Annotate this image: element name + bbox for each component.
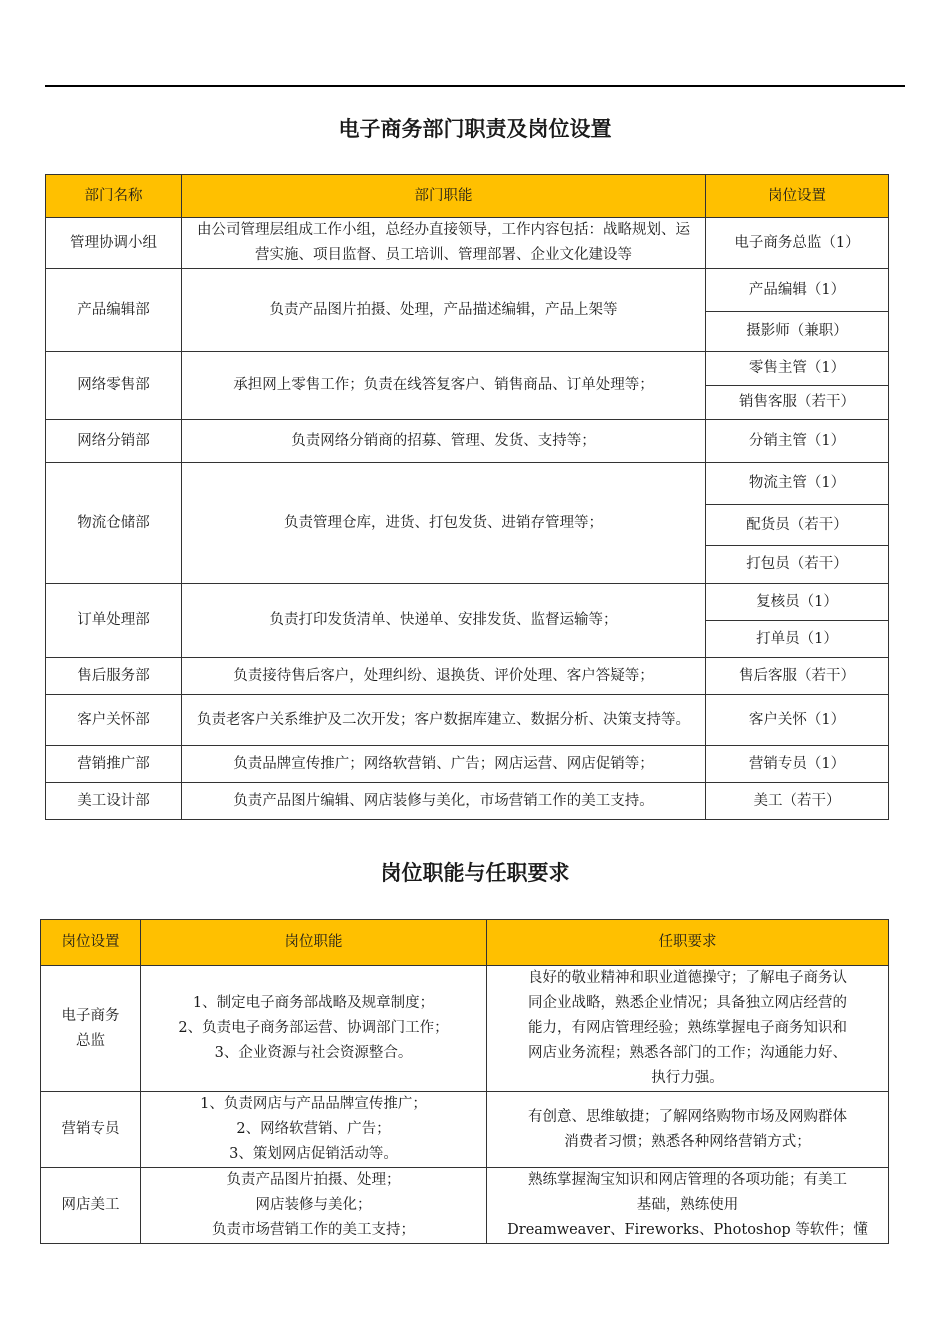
requirement-line: 有创意、思维敏捷；了解网络购物市场及网购群体 <box>528 1108 847 1125</box>
post-name-line: 营销专员 <box>61 1121 120 1137</box>
requirement-line: Dreamweaver、Fireworks、Photoshop 等软件；懂 <box>507 1222 868 1238</box>
dept-name: 网络分销部 <box>46 420 182 463</box>
post: 美工（若干） <box>706 783 889 820</box>
header-post-function: 岗位职能 <box>141 920 487 966</box>
post: 产品编辑（1） <box>706 269 889 312</box>
requirement-line: 能力，有网店管理经验；熟练掌握电子商务知识和 <box>528 1020 847 1036</box>
dept-function: 承担网上零售工作；负责在线答复客户、销售商品、订单处理等； <box>182 352 706 420</box>
post-requirements <box>487 1092 889 1168</box>
dept-function: 负责网络分销商的招募、管理、发货、支持等； <box>182 420 706 463</box>
dept-name: 订单处理部 <box>46 584 182 658</box>
dept-function: 负责品牌宣传推广；网络软营销、广告；网店运营、网店促销等； <box>182 746 706 783</box>
function-line: 负责产品图片拍摄、处理； <box>226 1172 401 1188</box>
department-table <box>45 174 889 820</box>
header-post: 岗位设置 <box>41 920 141 966</box>
dept-name: 营销推广部 <box>46 746 182 783</box>
post: 客户关怀（1） <box>706 695 889 746</box>
post-name-line: 网店美工 <box>61 1197 120 1213</box>
requirement-line: 消费者习惯；熟悉各种网络营销方式； <box>564 1133 811 1150</box>
post: 销售客服（若干） <box>706 386 889 420</box>
section2-title: 岗位职能与任职要求 <box>380 861 570 885</box>
post: 零售主管（1） <box>706 352 889 386</box>
post: 摄影师（兼职） <box>706 312 889 352</box>
header-dept-name: 部门名称 <box>46 175 182 218</box>
post-name <box>41 966 141 1092</box>
header-rule <box>45 85 905 87</box>
post-function <box>141 1092 487 1168</box>
dept-function: 负责产品图片拍摄、处理，产品描述编辑，产品上架等 <box>182 269 706 352</box>
requirement-line: 良好的敬业精神和职业道德操守；了解电子商务认 <box>528 970 847 986</box>
requirement-line: 熟练掌握淘宝知识和网店管理的各项功能；有美工 <box>528 1172 847 1188</box>
requirement-line: 同企业战略，熟悉企业情况；具备独立网店经营的 <box>528 995 847 1011</box>
section1-title: 电子商务部门职责及岗位设置 <box>338 117 612 141</box>
post: 电子商务总监（1） <box>706 218 889 269</box>
post-function <box>141 966 487 1092</box>
header-posts: 岗位设置 <box>706 175 889 218</box>
dept-function: 负责老客户关系维护及二次开发；客户数据库建立、数据分析、决策支持等。 <box>182 695 706 746</box>
dept-name: 网络零售部 <box>46 352 182 420</box>
dept-function: 由公司管理层组成工作小组，总经办直接领导，工作内容包括：战略规划、运营实施、项目监督、员工培训、管理部署、企业文化建设等 <box>182 218 706 269</box>
dept-name: 客户关怀部 <box>46 695 182 746</box>
post: 配货员（若干） <box>706 505 889 546</box>
dept-name: 售后服务部 <box>46 658 182 695</box>
post-name-line: 总监 <box>76 1032 105 1049</box>
requirement-line: 基础，熟练使用 <box>636 1197 739 1213</box>
post-name <box>41 1168 141 1244</box>
function-line: 网店装修与美化； <box>255 1197 372 1213</box>
function-line: 2、负责电子商务部运营、协调部门工作； <box>178 1020 449 1036</box>
requirement-line: 执行力强。 <box>651 1070 724 1086</box>
dept-function: 负责管理仓库，进货、打包发货、进销存管理等； <box>182 463 706 584</box>
post-name <box>41 1092 141 1168</box>
post: 打包员（若干） <box>706 546 889 584</box>
dept-name: 美工设计部 <box>46 783 182 820</box>
post-requirements <box>487 1168 889 1244</box>
function-line: 3、策划网店促销活动等。 <box>229 1146 398 1162</box>
dept-name: 管理协调小组 <box>46 218 182 269</box>
post-function <box>141 1168 487 1244</box>
function-line: 1、负责网店与产品品牌宣传推广； <box>200 1096 427 1112</box>
post: 打单员（1） <box>706 621 889 658</box>
dept-name: 产品编辑部 <box>46 269 182 352</box>
dept-function: 负责打印发货清单、快递单、安排发货、监督运输等； <box>182 584 706 658</box>
dept-function: 负责产品图片编辑、网店装修与美化，市场营销工作的美工支持。 <box>182 783 706 820</box>
requirement-line: 网店业务流程；熟悉各部门的工作；沟通能力好、 <box>528 1045 847 1061</box>
function-line: 负责市场营销工作的美工支持； <box>212 1222 415 1238</box>
post: 复核员（1） <box>706 584 889 621</box>
post: 分销主管（1） <box>706 420 889 463</box>
post: 物流主管（1） <box>706 463 889 505</box>
post-requirements <box>487 966 889 1092</box>
post-name-line: 电子商务 <box>61 1007 120 1024</box>
post: 售后客服（若干） <box>706 658 889 695</box>
function-line: 2、网络软营销、广告； <box>236 1121 391 1137</box>
post-requirements-table <box>40 919 889 1244</box>
function-line: 3、企业资源与社会资源整合。 <box>214 1045 413 1061</box>
post: 营销专员（1） <box>706 746 889 783</box>
header-requirements: 任职要求 <box>487 920 889 966</box>
dept-name: 物流仓储部 <box>46 463 182 584</box>
dept-function: 负责接待售后客户，处理纠纷、退换货、评价处理、客户答疑等； <box>182 658 706 695</box>
header-dept-function: 部门职能 <box>182 175 706 218</box>
function-line: 1、制定电子商务部战略及规章制度； <box>192 995 435 1011</box>
